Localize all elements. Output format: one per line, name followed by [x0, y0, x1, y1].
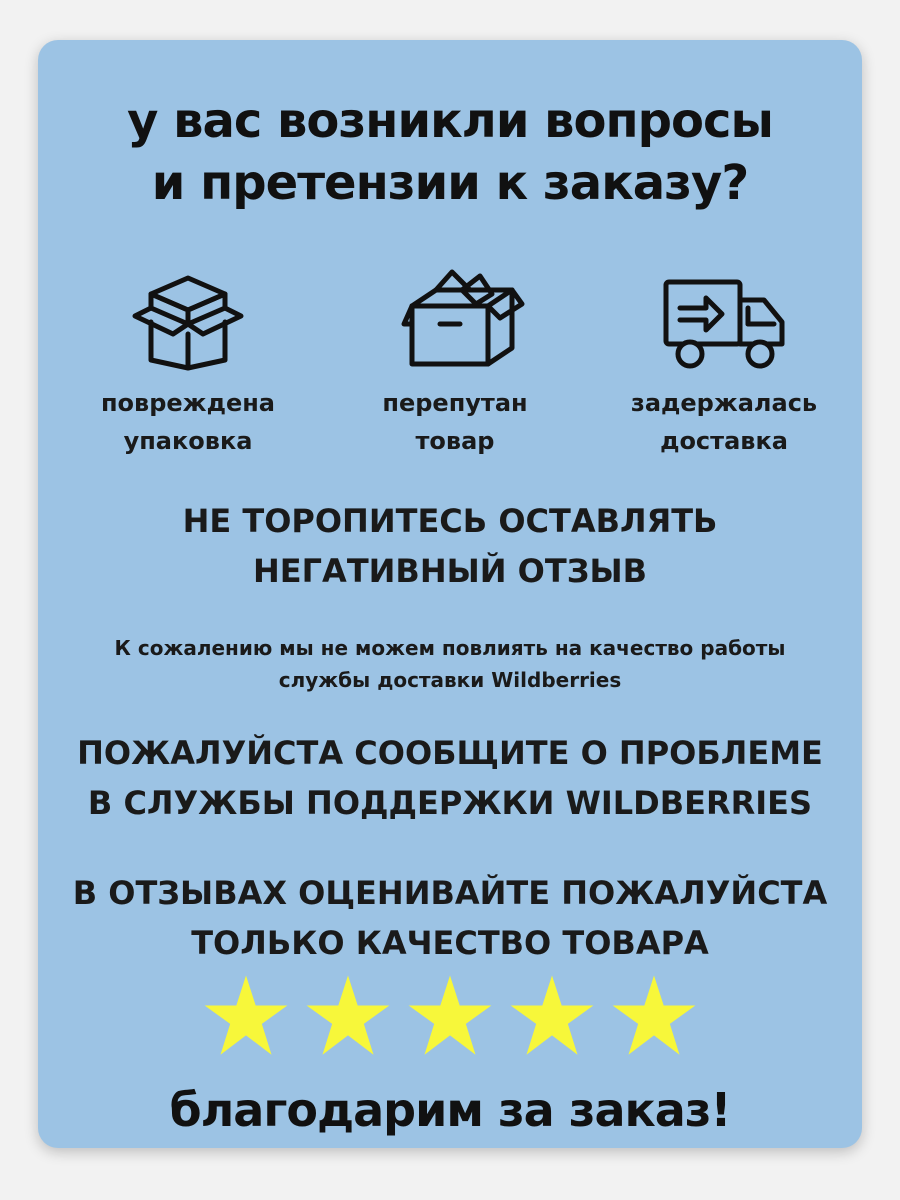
rate-line-2: ТОЛЬКО КАЧЕСТВО ТОВАРА: [191, 924, 709, 962]
mixed-box-icon: [396, 268, 526, 368]
star-icon: [508, 972, 596, 1060]
support-line-1: ПОЖАЛУЙСТА СООБЩИТЕ О ПРОБЛЕМЕ: [77, 734, 823, 772]
issue-caption-delayed: [609, 384, 839, 460]
support-line-2: В СЛУЖБЫ ПОДДЕРЖКИ WILDBERRIES: [87, 784, 813, 822]
rate-line-1: В ОТЗЫВАХ ОЦЕНИВАЙТЕ ПОЖАЛУЙСТА: [72, 874, 828, 912]
contact-support-notice: [38, 728, 862, 828]
issue-caption-line-2: товар: [415, 427, 495, 455]
issue-caption-line-2: упаковка: [123, 427, 253, 455]
star-icon: [406, 972, 494, 1060]
issue-caption-line-2: доставка: [660, 427, 788, 455]
issue-caption-line-1: перепутан: [382, 389, 528, 417]
disclaimer-line-1: К сожалению мы не можем повлиять на качество работы: [114, 636, 786, 660]
warning-line-1: НЕ ТОРОПИТЕСЬ ОСТАВЛЯТЬ: [182, 502, 718, 540]
disclaimer-line-2: службы доставки Wildberries: [278, 668, 622, 692]
issue-caption-line-1: повреждена: [100, 389, 276, 417]
thank-you-message: благодарим за заказ!: [169, 1083, 731, 1137]
rate-product-notice: [38, 868, 862, 968]
star-rating: [38, 972, 862, 1072]
headline-line-2: и претензии к заказу?: [151, 155, 749, 211]
open-box-icon: [123, 272, 253, 372]
issue-caption-mixed-up: [340, 384, 570, 460]
warning-line-2: НЕГАТИВНЫЙ ОТЗЫВ: [253, 552, 647, 590]
headline: [38, 90, 862, 214]
info-card: [38, 40, 862, 1148]
negative-review-warning: [38, 496, 862, 596]
star-icon: [202, 972, 290, 1060]
delivery-truck-icon: [660, 274, 790, 374]
headline-line-1: у вас возникли вопросы: [127, 93, 773, 149]
issue-caption-damaged: [73, 384, 303, 460]
delivery-disclaimer: [38, 632, 862, 696]
star-icon: [610, 972, 698, 1060]
star-icon: [304, 972, 392, 1060]
issue-caption-line-1: задержалась: [630, 389, 818, 417]
